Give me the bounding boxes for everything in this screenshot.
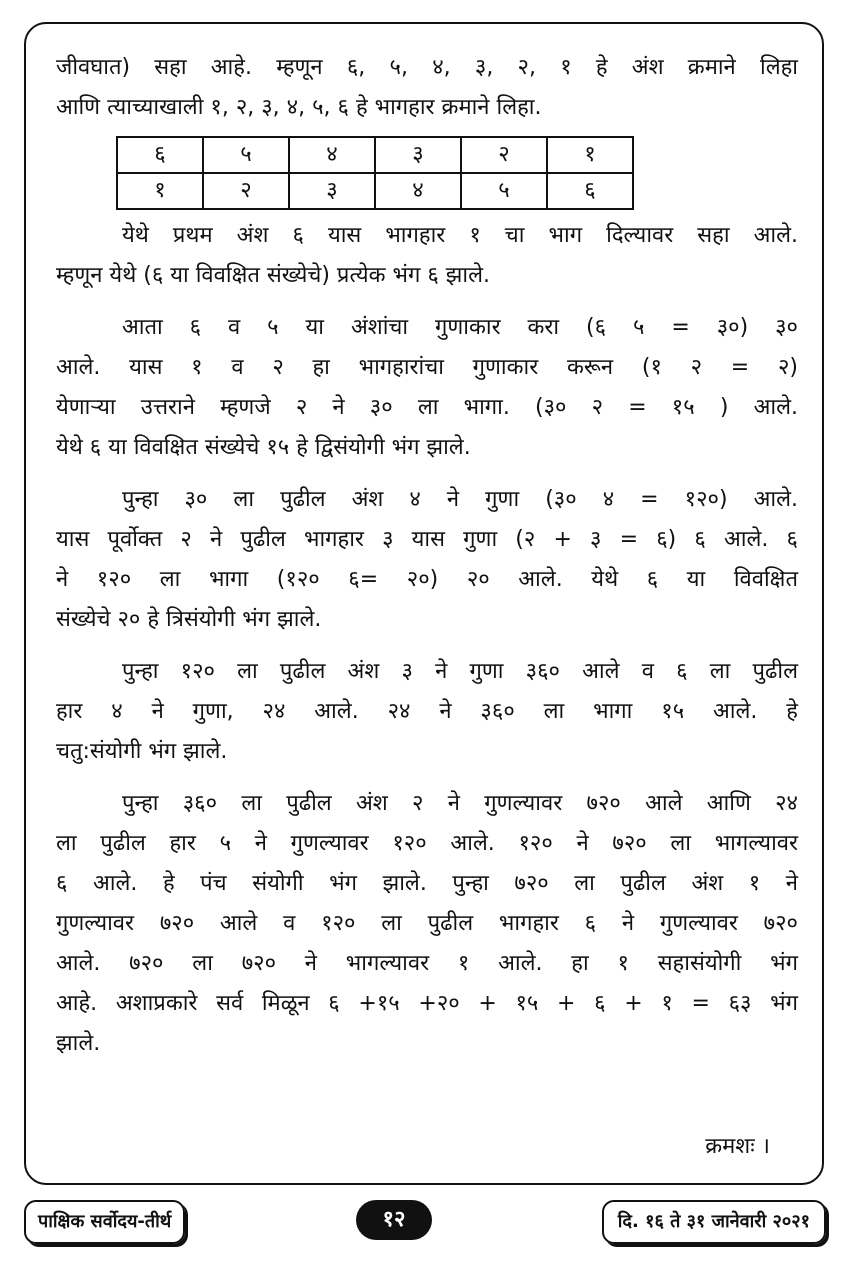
table-cell: ६: [117, 137, 203, 173]
text-line: म्हणून येथे (६ या विवक्षित संख्येचे) प्रत्येक भंग ६ झाले.: [56, 263, 490, 288]
table-cell: १: [117, 173, 203, 209]
text-line: यास पूर्वोक्त २ ने पुढील भागहार ३ यास गुणा (२ + ३ = ६) ६ आले. ६: [56, 527, 798, 552]
text-line: येणाऱ्या उत्तराने म्हणजे २ ने ३० ला भागा. (३० २ = १५ ) आले.: [56, 395, 798, 420]
table-cell: १: [547, 137, 633, 173]
page-number: १२: [356, 1200, 432, 1240]
table-cell: २: [461, 137, 547, 173]
text-line: संख्येचे २० हे त्रिसंयोगी भंग झाले.: [56, 607, 322, 632]
text-line: झाले.: [56, 1031, 101, 1056]
to-be-continued-note: क्रमशः ।: [705, 1134, 770, 1159]
text-line: ने १२० ला भागा (१२० ६= २०) २० आले. येथे ६ या विवक्षित: [56, 567, 798, 592]
text-line: जीवघात) सहा आहे. म्हणून ६, ५, ४, ३, २, १ हे अंश क्रमाने लिहा: [56, 55, 798, 80]
table-cell: ३: [289, 173, 375, 209]
text-line: पुन्हा ३० ला पुढील अंश ४ ने गुणा (३० ४ = १२०) आले.: [122, 487, 798, 512]
text-line: येथे प्रथम अंश ६ यास भागहार १ चा भाग दिल्यावर सहा आले.: [122, 223, 798, 248]
text-line: आणि त्याच्याखाली १, २, ३, ४, ५, ६ हे भागहार क्रमाने लिहा.: [56, 95, 542, 120]
text-line: येथे ६ या विवक्षित संख्येचे १५ हे द्विसंयोगी भंग झाले.: [56, 435, 471, 460]
text-line: हार ४ ने गुणा, २४ आले. २४ ने ३६० ला भागा १५ आले. हे: [56, 699, 798, 724]
table-cell: ४: [375, 173, 461, 209]
table-row-denominators: [117, 173, 633, 209]
table-cell: ६: [547, 173, 633, 209]
table-cell: ५: [461, 173, 547, 209]
table-cell: ५: [203, 137, 289, 173]
table-cell: ३: [375, 137, 461, 173]
table-cell: ४: [289, 137, 375, 173]
text-line: आहे. अशाप्रकारे सर्व मिळून ६ +१५ +२० + १५ + ६ + १ = ६३ भंग: [56, 991, 798, 1016]
issue-date: दि. १६ ते ३१ जानेवारी २०२१: [602, 1200, 826, 1244]
paragraph-6: [56, 784, 798, 1064]
text-line: ला पुढील हार ५ ने गुणल्यावर १२० आले. १२० ने ७२० ला भागल्यावर: [56, 831, 798, 856]
paragraph-1: [56, 48, 798, 128]
text-line: ६ आले. हे पंच संयोगी भंग झाले. पुन्हा ७२० ला पुढील अंश १ ने: [56, 871, 798, 896]
page-footer: [0, 1200, 850, 1248]
text-line: गुणल्यावर ७२० आले व १२० ला पुढील भागहार ६ ने गुणल्यावर ७२०: [56, 911, 798, 936]
paragraph-4: [56, 480, 798, 640]
table-row-numerators: [117, 137, 633, 173]
numerator-denominator-table: [116, 136, 634, 210]
paragraph-5: [56, 652, 798, 772]
text-line: चतु:संयोगी भंग झाले.: [56, 739, 228, 764]
text-line: आले. यास १ व २ हा भागहारांचा गुणाकार करून (१ २ = २): [56, 355, 798, 380]
text-line: पुन्हा ३६० ला पुढील अंश २ ने गुणल्यावर ७२० आले आणि २४: [122, 791, 798, 816]
publication-name: पाक्षिक सर्वोदय-तीर्थ: [24, 1200, 185, 1244]
text-line: आता ६ व ५ या अंशांचा गुणाकार करा (६ ५ = ३०) ३०: [122, 315, 798, 340]
text-line: पुन्हा १२० ला पुढील अंश ३ ने गुणा ३६० आले व ६ ला पुढील: [122, 659, 798, 684]
article-body: [56, 48, 798, 1064]
paragraph-2: [56, 216, 798, 296]
paragraph-3: [56, 308, 798, 468]
text-line: आले. ७२० ला ७२० ने भागल्यावर १ आले. हा १ सहासंयोगी भंग: [56, 951, 798, 976]
table-cell: २: [203, 173, 289, 209]
